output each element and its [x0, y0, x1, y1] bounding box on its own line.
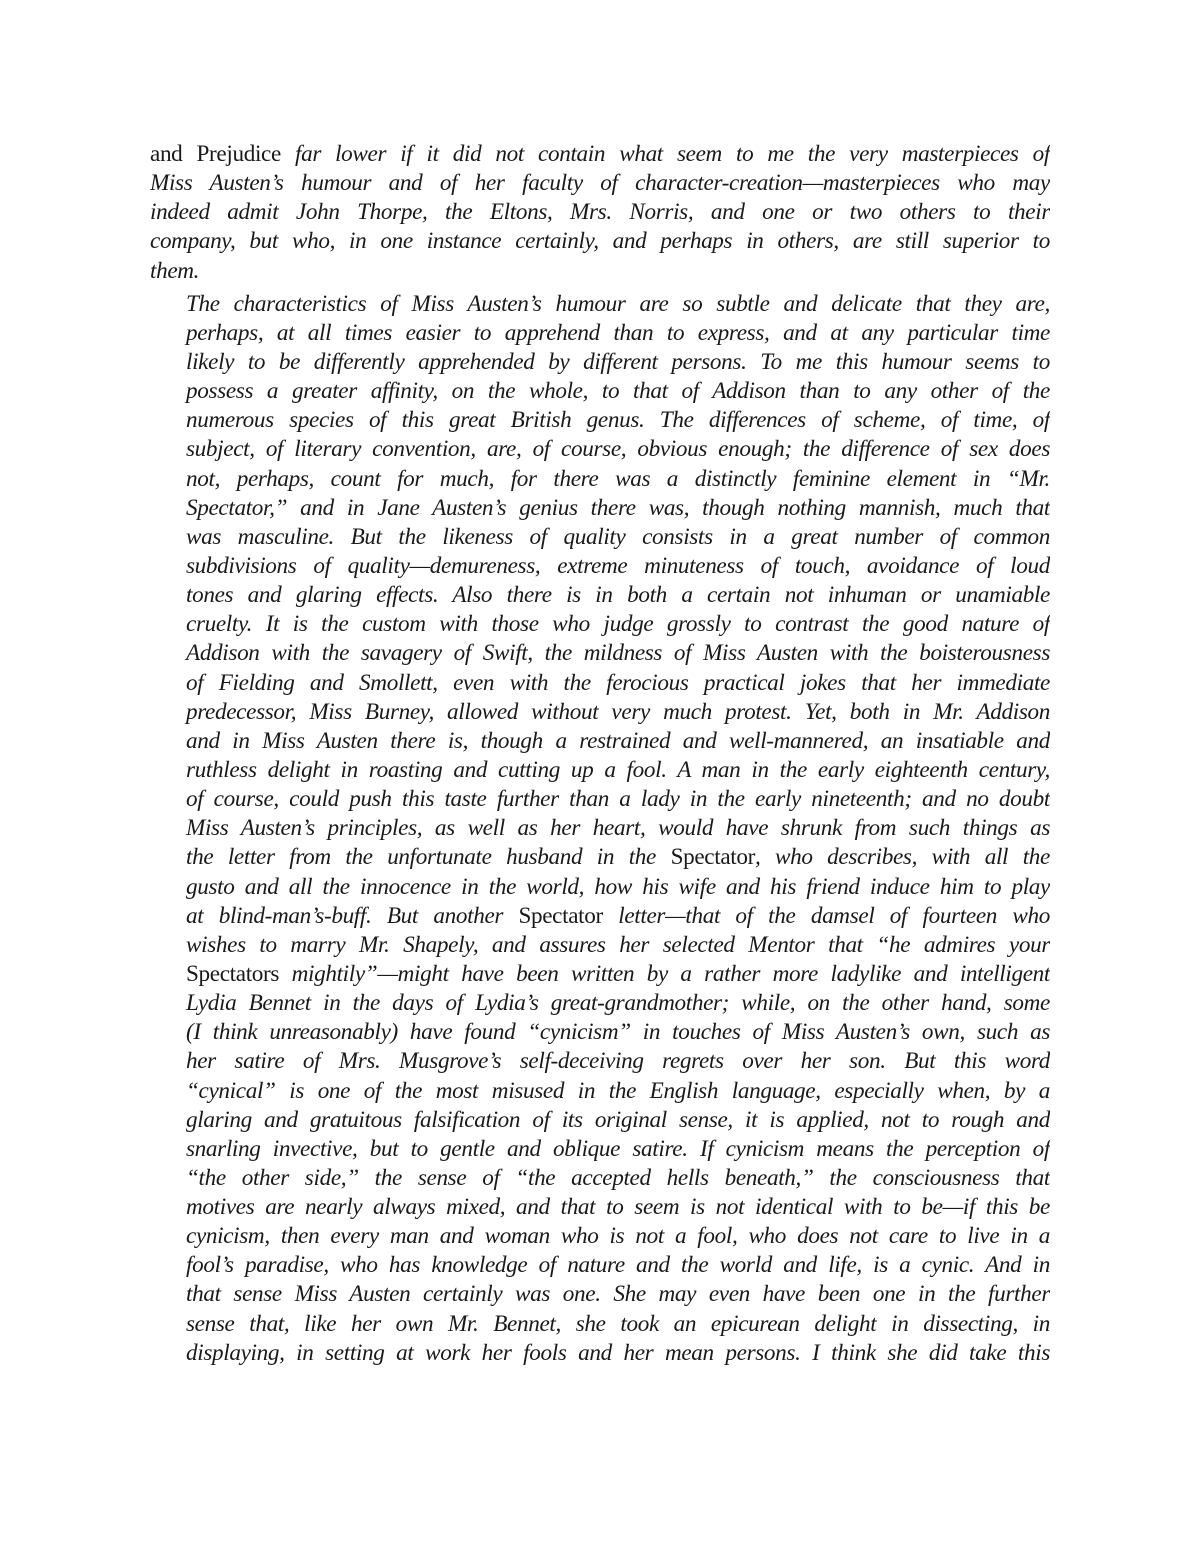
text-line: [150, 169, 1050, 198]
text-run: snarling invective, but to gentle and oblique satire. If cynicism means the perception of: [186, 1135, 1050, 1162]
text-line: [150, 494, 1050, 523]
text-line: [150, 1280, 1050, 1309]
text-run: gusto and all the innocence in the world, how his wife and his friend induce him to play: [186, 873, 1050, 900]
text-line: [150, 257, 1050, 286]
text-line: [150, 669, 1050, 698]
text-line: [150, 1077, 1050, 1106]
text-line: [150, 1164, 1050, 1193]
text-line: [150, 727, 1050, 756]
text-line: [150, 610, 1050, 639]
text-line: [150, 465, 1050, 494]
text-line: [150, 1339, 1050, 1368]
text-run: Lydia Bennet in the days of Lydia’s great-grandmother; while, on the other hand, some: [186, 990, 1050, 1017]
text-run: displaying, in setting at work her fools and her mean persons. I think she did take this: [186, 1339, 1050, 1366]
text-run: ruthless delight in roasting and cutting up a fool. A man in the early eighteenth century,: [186, 756, 1050, 783]
text-line: [150, 1193, 1050, 1222]
text-line: [150, 1047, 1050, 1076]
text-line: [150, 873, 1050, 902]
text-line: [150, 319, 1050, 348]
title-text-run: Spectator: [518, 902, 603, 929]
text-run: and in Miss Austen there is, though a restrained and well-mannered, an insatiable and: [186, 727, 1050, 754]
text-run: fool’s paradise, who has knowledge of nature and the world and life, is a cynic. And in: [186, 1252, 1050, 1279]
text-run: was masculine. But the likeness of quality consists in a great number of common: [186, 523, 1050, 550]
text-run: cynicism, then every man and woman who is not a fool, who does not care to live in a: [186, 1223, 1050, 1250]
text-line: [150, 1310, 1050, 1339]
text-run: “the other side,” the sense of “the accepted hells beneath,” the consciousness that: [186, 1164, 1050, 1191]
text-line: [150, 639, 1050, 668]
text-line: [150, 523, 1050, 552]
text-run: numerous species of this great British genus. The differences of scheme, of time, of: [186, 407, 1050, 434]
text-line: [150, 348, 1050, 377]
text-run: possess a greater affinity, on the whole, to that of Addison than to any other of the: [186, 378, 1050, 405]
text-line: [150, 756, 1050, 785]
text-run: at blind-man’s-buff. But another: [186, 902, 519, 929]
text-run: Miss Austen’s principles, as well as her heart, would have shrunk from such things as: [186, 815, 1050, 842]
text-line: [150, 377, 1050, 406]
title-text-run: Spectators: [186, 960, 280, 987]
text-run: glaring and gratuitous falsification of its original sense, it is applied, not to rough and: [186, 1106, 1050, 1133]
text-line: [150, 1135, 1050, 1164]
text-line: [150, 989, 1050, 1018]
text-run: sense that, like her own Mr. Bennet, she took an epicurean delight in dissecting, in: [186, 1310, 1050, 1337]
text-line: [150, 785, 1050, 814]
text-line: [150, 290, 1050, 319]
text-line: [150, 552, 1050, 581]
text-run: them.: [150, 257, 200, 284]
text-run: perhaps, at all times easier to apprehend than to express, and at any particular time: [186, 319, 1050, 346]
text-line: [150, 435, 1050, 464]
text-run: indeed admit John Thorpe, the Eltons, Mrs. Norris, and one or two others to their: [150, 199, 1050, 226]
text-line: [150, 814, 1050, 843]
text-run: “cynical” is one of the most misused in the English language, especially when, by a: [186, 1077, 1050, 1104]
text-line: [150, 1106, 1050, 1135]
paragraph-2: [150, 290, 1050, 1368]
text-line: [150, 140, 1050, 169]
title-text-run: Spectator: [670, 844, 755, 871]
text-run: her satire of Mrs. Musgrove’s self-deceiving regrets over her son. But this word: [186, 1048, 1050, 1075]
text-run: The characteristics of Miss Austen’s humour are so subtle and delicate that they are,: [186, 290, 1050, 317]
text-line: [150, 931, 1050, 960]
text-line: [150, 902, 1050, 931]
text-run: subject, of literary convention, are, of course, obvious enough; the difference of sex does: [186, 436, 1050, 463]
text-run: , who describes, with all the: [754, 844, 1050, 871]
text-run: that sense Miss Austen certainly was one. She may even have been one in the further: [186, 1281, 1050, 1308]
title-text-run: and Prejudice: [150, 141, 295, 167]
text-run: (I think unreasonably) have found “cynicism” in touches of Miss Austen’s own, such as: [186, 1019, 1050, 1046]
text-run: not, perhaps, count for much, for there was a distinctly feminine element in “Mr.: [186, 465, 1050, 492]
text-run: letter—that of the damsel of fourteen who: [602, 902, 1050, 929]
text-run: wishes to marry Mr. Shapely, and assures her selected Mentor that “he admires your: [186, 931, 1050, 958]
text-run: the letter from the unfortunate husband in the: [186, 844, 671, 871]
text-run: tones and glaring effects. Also there is in both a certain not inhuman or unamiable: [186, 582, 1050, 609]
text-run: of Fielding and Smollett, even with the ferocious practical jokes that her immediate: [186, 669, 1050, 696]
document-page: [150, 140, 1050, 1372]
text-line: [150, 198, 1050, 227]
text-run: predecessor, Miss Burney, allowed without very much protest. Yet, both in Mr. Addison: [186, 698, 1050, 725]
text-line: [150, 960, 1050, 989]
paragraph-1: [150, 140, 1050, 286]
text-line: [150, 1018, 1050, 1047]
text-run: cruelty. It is the custom with those who judge grossly to contrast the good nature of: [186, 611, 1050, 638]
text-line: [150, 1222, 1050, 1251]
text-line: [150, 1251, 1050, 1280]
text-line: [150, 843, 1050, 872]
text-run: mightily”—might have been written by a rather more ladylike and intelligent: [279, 960, 1050, 987]
text-line: [150, 227, 1050, 256]
text-run: Miss Austen’s humour and of her faculty of character-creation—masterpieces who may: [150, 170, 1050, 197]
text-run: motives are nearly always mixed, and that to seem is not identical with to be—if this be: [186, 1194, 1050, 1221]
text-run: likely to be differently apprehended by different persons. To me this humour seems to: [186, 348, 1050, 375]
text-run: subdivisions of quality—demureness, extreme minuteness of touch, avoidance of loud: [186, 552, 1050, 579]
text-run: Spectator,” and in Jane Austen’s genius there was, though nothing mannish, much that: [186, 494, 1050, 521]
text-run: Addison with the savagery of Swift, the mildness of Miss Austen with the boisterousness: [186, 640, 1050, 667]
text-run: of course, could push this taste further than a lady in the early nineteenth; and no doubt: [186, 786, 1050, 813]
text-line: [150, 406, 1050, 435]
text-line: [150, 698, 1050, 727]
text-run: far lower if it did not contain what seem to me the very masterpieces of: [295, 141, 1050, 167]
text-line: [150, 581, 1050, 610]
text-run: company, but who, in one instance certainly, and perhaps in others, are still superior to: [150, 228, 1050, 255]
